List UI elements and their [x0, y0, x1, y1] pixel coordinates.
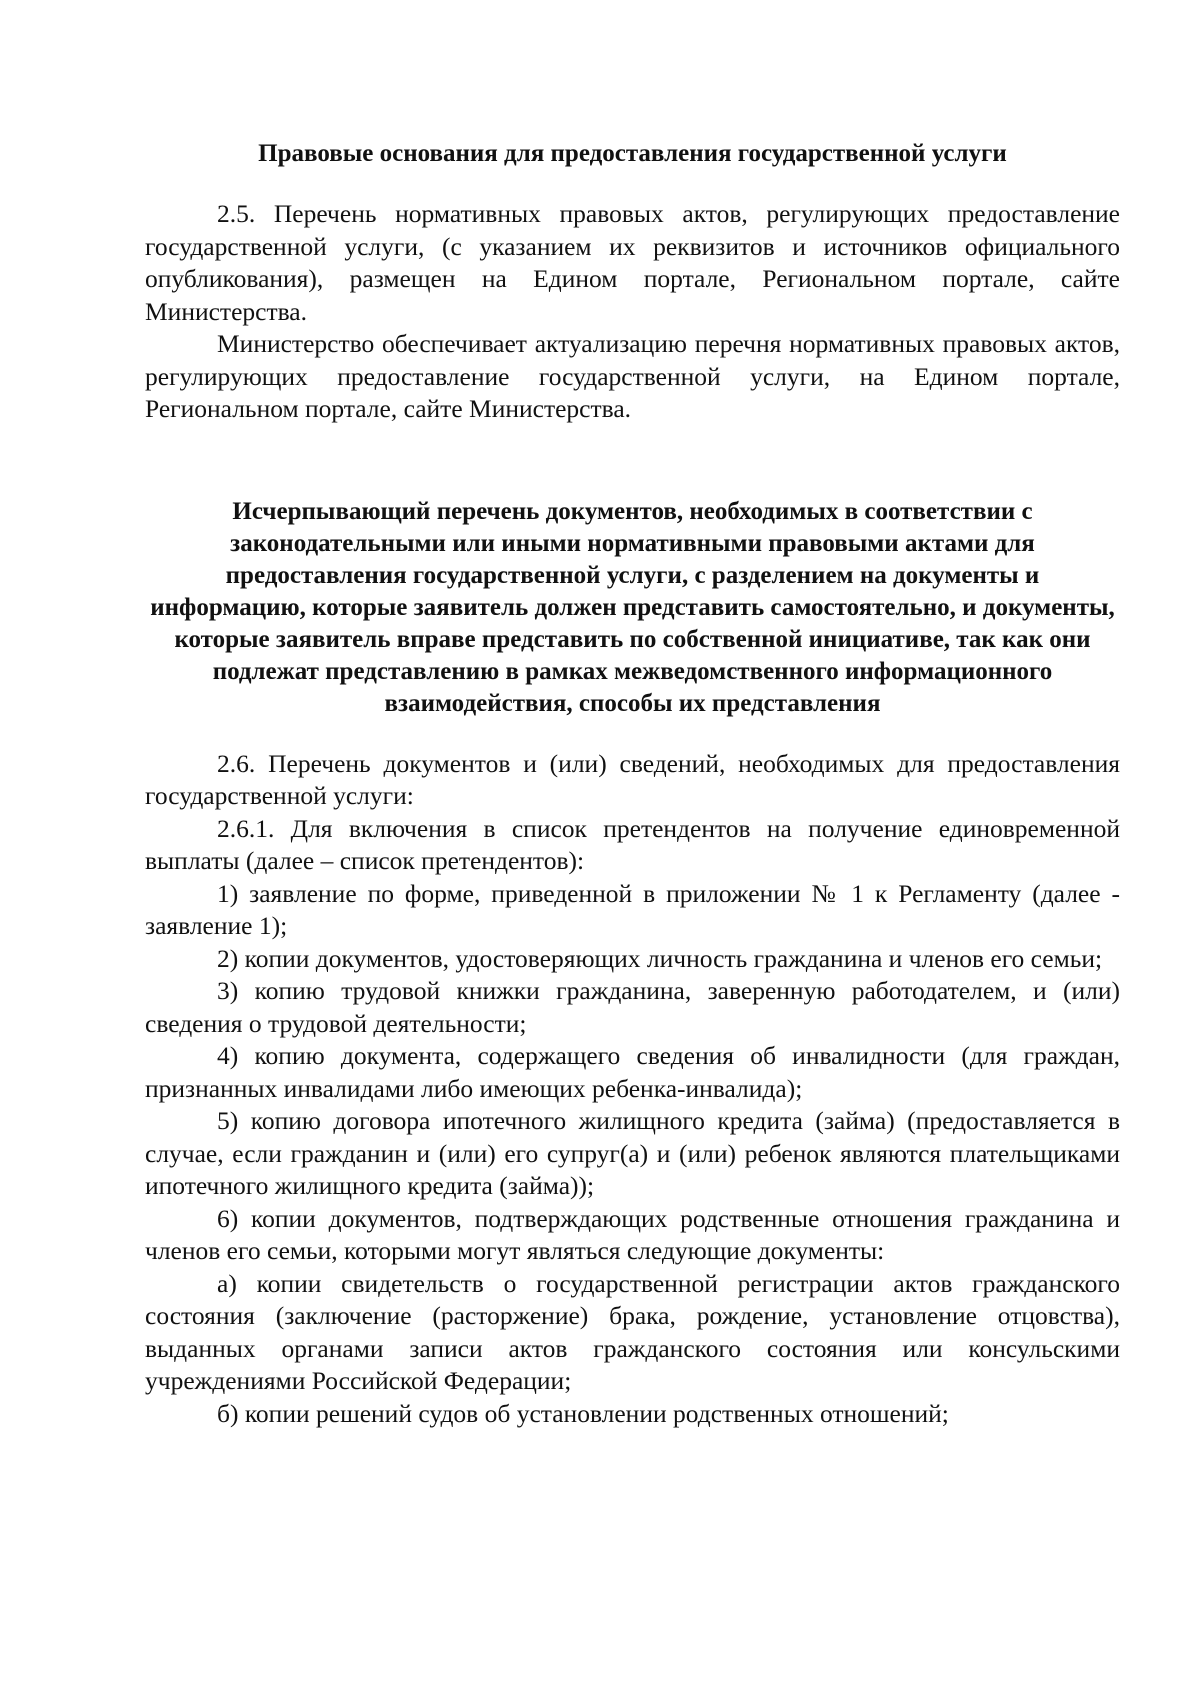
list-item-1: 1) заявление по форме, приведенной в приложении № 1 к Регламенту (далее - заявление 1); [145, 878, 1120, 940]
section-heading-documents-list: Исчерпывающий перечень документов, необходимых в соответствии с законодательными или иными нормативными правовыми актами для предоставления государственной услуги, с разделением на документы и информацию, которые заявитель должен представить самостоятельно, и документы, которые заявитель вправе представить по собственной инициативе, так как они подлежат представлению в рамках межведомственного информационного взаимодействия, способы их представления [150, 497, 1115, 717]
document-page [145, 138, 1120, 1430]
list-item-2: 2) копии документов, удостоверяющих личность гражданина и членов его семьи; [217, 943, 1103, 973]
list-item-5: 5) копию договора ипотечного жилищного кредита (займа) (предоставляется в случае, если гражданин и (или) его супруг(а) и (или) ребенок являются плательщиками ипотечного жилищного кредита (займа)); [145, 1106, 1120, 1200]
list-item-6-a: а) копии свидетельств о государственной регистрации актов гражданского состояния (заключение (расторжение) брака, рождение, установление отцовства), выданных органами записи актов гражданского состояния или консульскими учреждениями Российской Федерации; [145, 1268, 1120, 1395]
list-item-3: 3) копию трудовой книжки гражданина, заверенную работодателем, и (или) сведения о трудовой деятельности; [145, 976, 1120, 1038]
paragraph-2-6-1: 2.6.1. Для включения в список претендентов на получение единовременной выплаты (далее – список претендентов): [145, 813, 1120, 875]
list-item-6: 6) копии документов, подтверждающих родственные отношения гражданина и членов его семьи, которыми могут являться следующие документы: [145, 1203, 1120, 1265]
section-heading-legal-basis: Правовые основания для предоставления государственной услуги [258, 140, 1007, 167]
paragraph-ministry-updates: Министерство обеспечивает актуализацию перечня нормативных правовых актов, регулирующих предоставление государственной услуги, на Едином портале, Региональном портале, сайте Министерства. [145, 329, 1120, 423]
list-item-4: 4) копию документа, содержащего сведения об инвалидности (для граждан, признанных инвалидами либо имеющих ребенка-инвалида); [145, 1041, 1120, 1103]
paragraph-2-6: 2.6. Перечень документов и (или) сведений, необходимых для предоставления государственной услуги: [145, 748, 1120, 810]
list-item-6-b: б) копии решений судов об установлении родственных отношений; [217, 1398, 949, 1428]
paragraph-2-5: 2.5. Перечень нормативных правовых актов, регулирующих предоставление государственной услуги, (с указанием их реквизитов и источников официального опубликования), размещен на Едином портале, Региональном портале, сайте Министерства. [145, 199, 1120, 326]
